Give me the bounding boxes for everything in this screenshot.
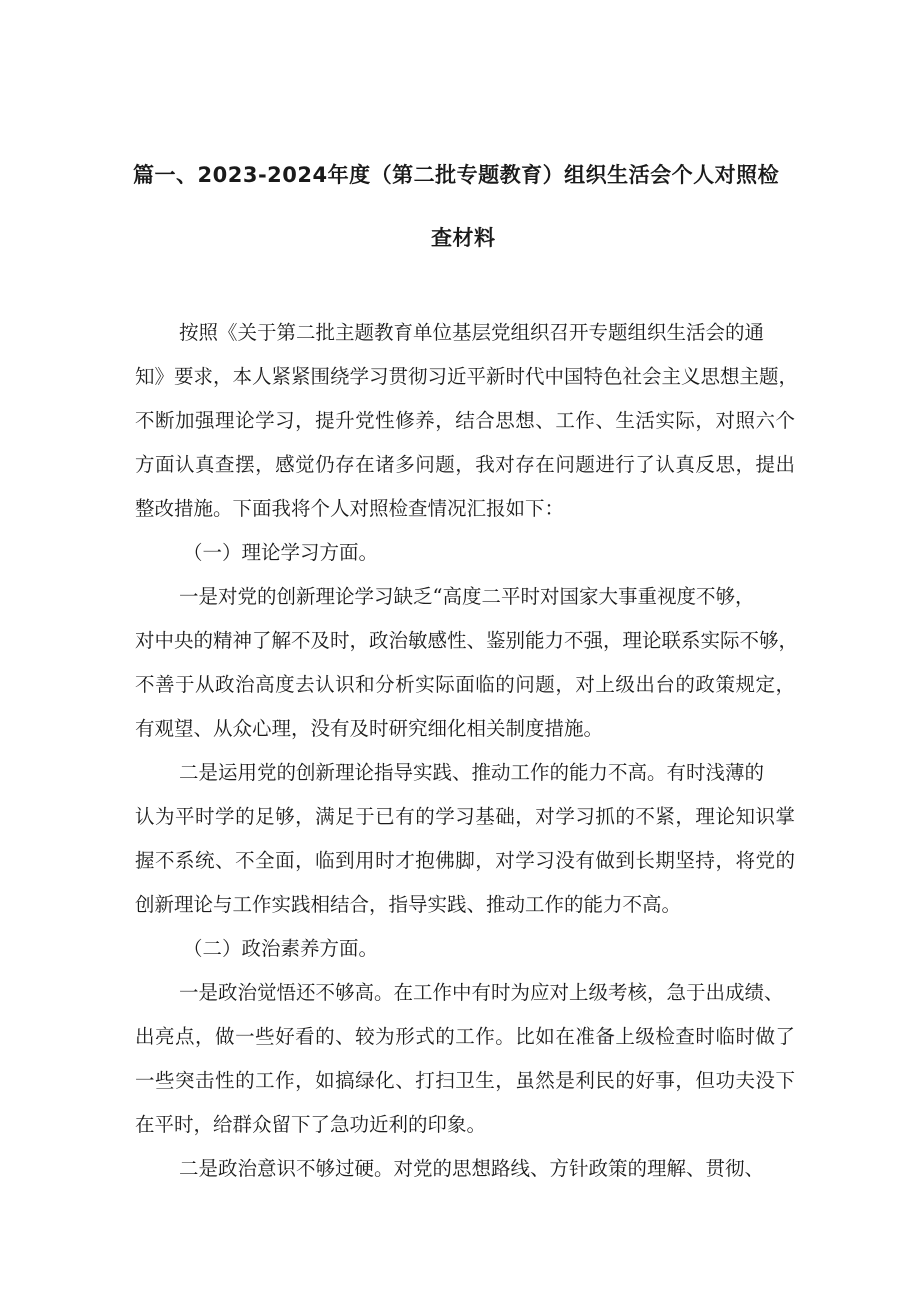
paragraph-line: 整改措施。下面我将个人对照检查情况汇报如下： <box>135 497 565 520</box>
paragraph-line: 不善于从政治高度去认识和分析实际面临的问题，对上级出台的政策规定， <box>135 673 795 696</box>
paragraph-line: 握不系统、不全面，临到用时才抱佛脚，对学习没有做到长期坚持，将党的 <box>135 849 795 872</box>
section-heading: （一）理论学习方面。 <box>183 541 379 564</box>
paragraph-line: 不断加强理论学习，提升党性修养，结合思想、工作、生活实际，对照六个 <box>135 409 795 432</box>
paragraph-line: 二是政治意识不够过硬。对党的思想路线、方针政策的理解、贯彻、 <box>179 1157 765 1180</box>
paragraph-line: 按照《关于第二批主题教育单位基层党组织召开专题组织生活会的通 <box>179 321 765 344</box>
document-title-line-1: 篇一、2023-2024年度（第二批专题教育）组织生活会个人对照检 <box>133 163 780 187</box>
paragraph-line: 一是政治觉悟还不够高。在工作中有时为应对上级考核，急于出成绩、 <box>179 981 784 1004</box>
paragraph-line: 认为平时学的足够，满足于已有的学习基础，对学习抓的不紧，理论知识掌 <box>135 805 795 828</box>
paragraph-line: 方面认真查摆，感觉仍存在诸多问题，我对存在问题进行了认真反思，提出 <box>135 453 795 476</box>
paragraph-line: 二是运用党的创新理论指导实践、推动工作的能力不高。有时浅薄的 <box>179 761 765 784</box>
paragraph-line: 知》要求，本人紧紧围绕学习贯彻习近平新时代中国特色社会主义思想主题， <box>135 365 799 388</box>
paragraph-line: 出亮点，做一些好看的、较为形式的工作。比如在准备上级检查时临时做了 <box>135 1025 795 1048</box>
paragraph-line: 一些突击性的工作，如搞绿化、打扫卫生，虽然是利民的好事，但功夫没下 <box>135 1069 795 1092</box>
paragraph-line: 一是对党的创新理论学习缺乏“高度二平时对国家大事重视度不够， <box>179 585 755 608</box>
paragraph-line: 在平时，给群众留下了急功近利的印象。 <box>135 1113 487 1136</box>
section-heading: （二）政治素养方面。 <box>183 937 379 960</box>
paragraph-line: 创新理论与工作实践相结合，指导实践、推动工作的能力不高。 <box>135 893 682 916</box>
paragraph-line: 对中央的精神了解不及时，政治敏感性、鉴别能力不强，理论联系实际不够， <box>135 629 799 652</box>
paragraph-line: 有观望、从众心理，没有及时研究细化相关制度措施。 <box>135 717 604 740</box>
document-title-line-2: 查材料 <box>431 226 496 250</box>
